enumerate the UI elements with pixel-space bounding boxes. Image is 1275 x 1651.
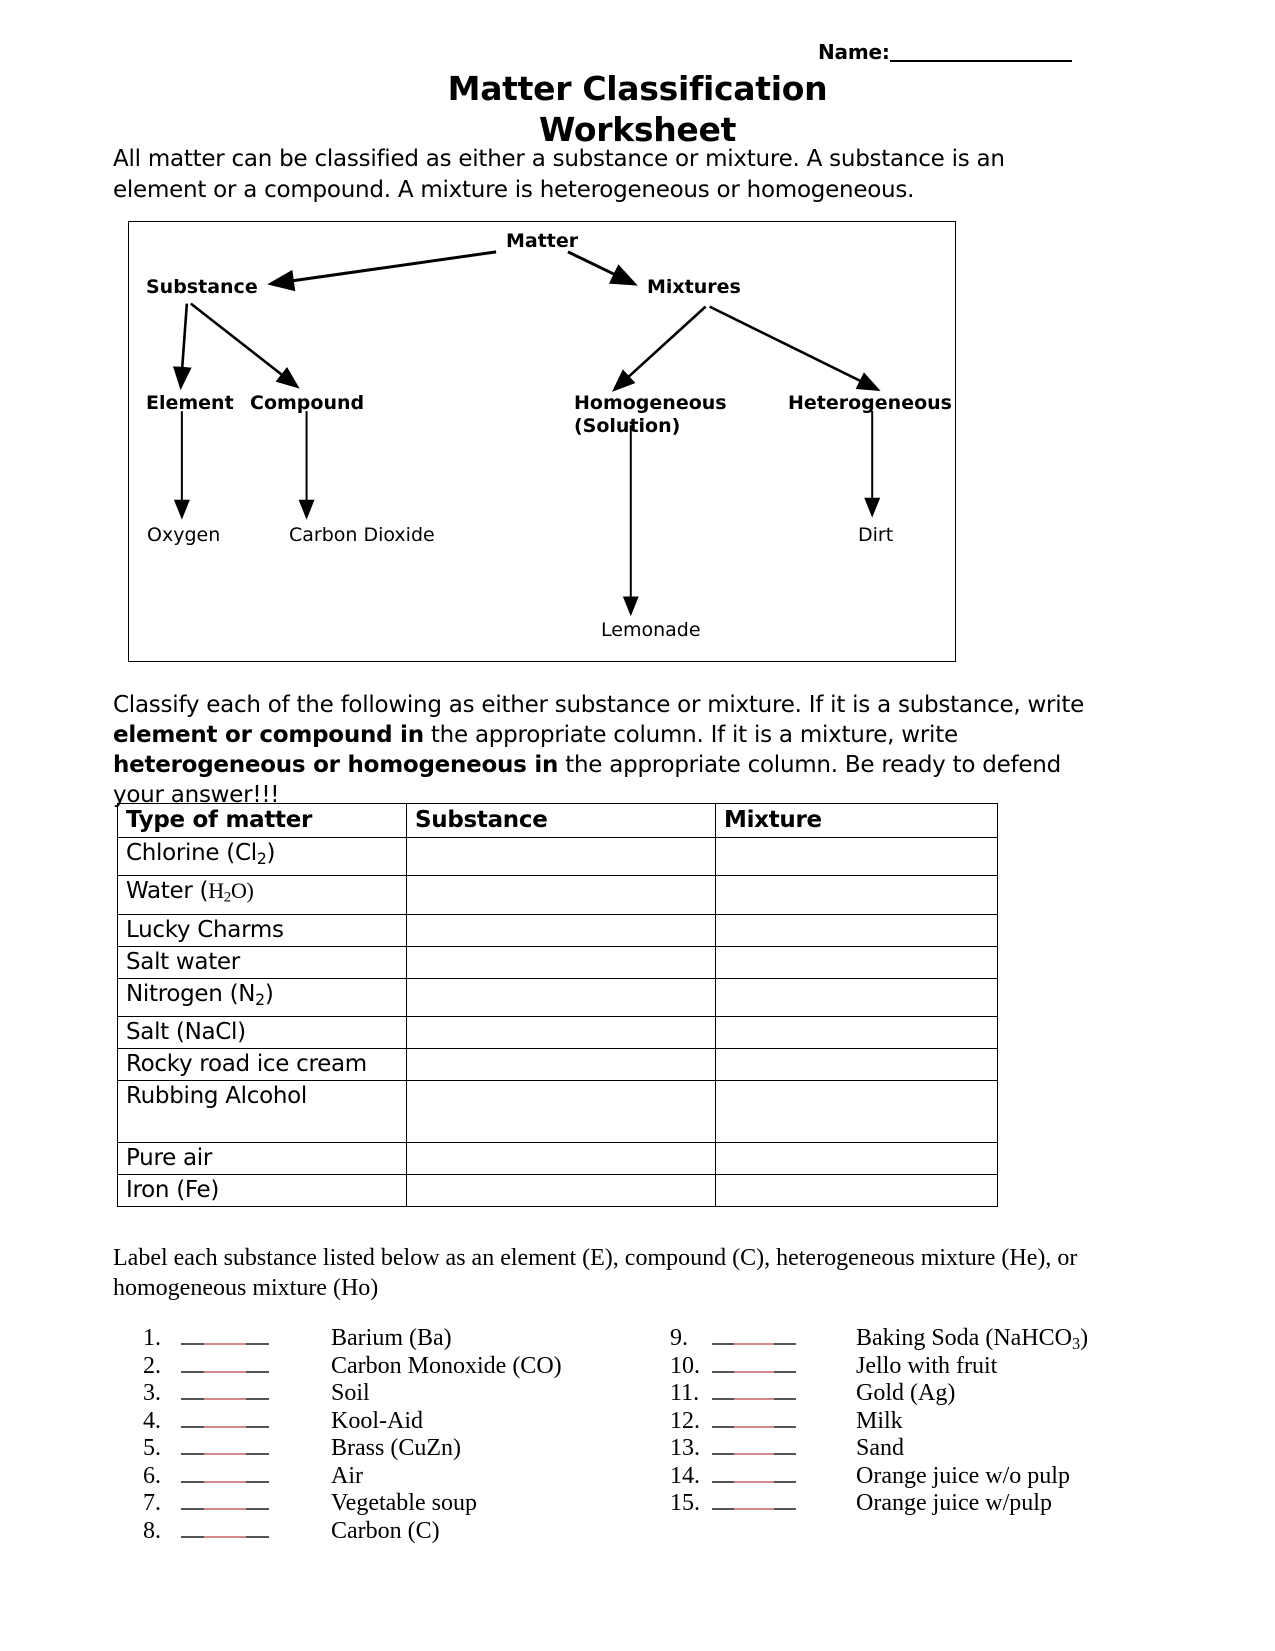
list-item-label: Brass (CuZn) <box>331 1435 461 1461</box>
table-header-row <box>118 804 998 838</box>
matter-label: Nitrogen (N <box>126 980 256 1007</box>
list-item <box>670 1460 1088 1488</box>
list-number: 8. <box>143 1517 161 1544</box>
cell-mixture-answer[interactable] <box>716 1080 998 1142</box>
diagram-node-homogeneous: Homogeneous <box>574 392 727 414</box>
title-line-1: Matter Classification <box>447 69 828 108</box>
title-line-2: Worksheet <box>538 110 737 149</box>
matter-tail: ) <box>266 840 276 866</box>
column-header-substance: Substance <box>407 804 716 838</box>
diagram-node-compound: Compound <box>250 392 365 414</box>
classify-bold-1: element or compound in <box>113 722 424 748</box>
table-row <box>118 1016 998 1048</box>
answer-blank[interactable] <box>181 1487 269 1510</box>
matter-classification-table <box>117 803 998 1207</box>
list-number: 7. <box>143 1490 161 1516</box>
list-item <box>143 1322 562 1350</box>
list-number: 15. <box>670 1490 700 1516</box>
list-item-label: Jello with fruit <box>856 1352 998 1379</box>
matter-label: Chlorine (Cl <box>126 840 257 866</box>
cell-substance-answer[interactable] <box>407 1080 716 1142</box>
matter-label: Water ( <box>126 877 209 904</box>
list-item <box>143 1377 562 1405</box>
answer-blank[interactable] <box>181 1432 269 1455</box>
list-item-label: Sand <box>856 1435 904 1461</box>
matter-tail: O) <box>230 877 254 903</box>
list-item <box>143 1405 562 1433</box>
answer-list-left <box>143 1322 562 1542</box>
diagram-leaf-carbon-dioxide: Carbon Dioxide <box>289 524 435 546</box>
cell-mixture-answer[interactable] <box>716 914 998 946</box>
list-number: 11. <box>670 1380 700 1406</box>
cell-mixture-answer[interactable] <box>716 1016 998 1048</box>
list-number: 13. <box>670 1435 700 1461</box>
matter-tail: ) <box>264 980 274 1007</box>
table-body <box>118 838 998 1207</box>
list-item-label: Barium (Ba) <box>331 1325 452 1351</box>
answer-blank[interactable] <box>181 1515 269 1538</box>
label-instructions: Label each substance listed below as an element (E), compound (C), heterogeneous mixture (He), or homogeneous mixture (Ho) <box>113 1245 1078 1301</box>
cell-mixture-answer[interactable] <box>716 1048 998 1080</box>
matter-subscript: 2 <box>223 889 231 906</box>
matter-formula: H <box>208 877 224 903</box>
diagram-node-heterogeneous: Heterogeneous <box>788 392 952 414</box>
table-row <box>118 914 998 946</box>
diagram-leaf-oxygen: Oxygen <box>147 524 221 546</box>
answer-blank[interactable] <box>712 1487 796 1510</box>
cell-type-of-matter <box>118 978 407 1016</box>
list-number: 3. <box>143 1380 161 1406</box>
name-label: Name: <box>818 40 890 64</box>
list-item <box>670 1405 1088 1433</box>
cell-substance-answer[interactable] <box>407 914 716 946</box>
list-item <box>143 1432 562 1460</box>
list-number: 4. <box>143 1407 161 1434</box>
cell-type-of-matter: Rubbing Alcohol <box>118 1080 407 1142</box>
cell-mixture-answer[interactable] <box>716 946 998 978</box>
table-row <box>118 946 998 978</box>
list-item-label: Carbon (C) <box>331 1517 440 1544</box>
classify-text-2: the appropriate column. If it is a mixture, write <box>423 722 958 748</box>
answer-blank[interactable] <box>181 1460 269 1483</box>
cell-type-of-matter <box>118 875 407 914</box>
answer-blank[interactable] <box>181 1322 269 1345</box>
list-item <box>143 1515 562 1543</box>
cell-substance-answer[interactable] <box>407 978 716 1016</box>
list-item-label: Milk <box>856 1407 903 1434</box>
list-item-text: Baking Soda (NaHCO <box>856 1325 1072 1351</box>
diagram-leaf-dirt: Dirt <box>858 524 894 546</box>
list-number: 9. <box>670 1325 688 1351</box>
list-item-label: Orange juice w/pulp <box>856 1490 1052 1516</box>
cell-mixture-answer[interactable] <box>716 1174 998 1206</box>
cell-type-of-matter: Rocky road ice cream <box>118 1048 407 1080</box>
list-item <box>670 1432 1088 1460</box>
diagram-node-element: Element <box>146 392 234 414</box>
cell-mixture-answer[interactable] <box>716 1142 998 1174</box>
answer-blank[interactable] <box>712 1377 796 1400</box>
list-item-tail: ) <box>1080 1325 1089 1351</box>
matter-subscript: 2 <box>255 989 265 1009</box>
table-row <box>118 1048 998 1080</box>
answer-list-right <box>670 1322 1088 1515</box>
list-item <box>670 1487 1088 1515</box>
cell-type-of-matter <box>118 838 407 876</box>
cell-type-of-matter: Pure air <box>118 1142 407 1174</box>
list-number: 6. <box>143 1462 161 1489</box>
list-item-label: Kool-Aid <box>331 1407 423 1434</box>
answer-blank[interactable] <box>712 1432 796 1455</box>
table-row <box>118 875 998 914</box>
list-item-label: Air <box>331 1462 363 1489</box>
list-number: 2. <box>143 1352 161 1379</box>
diagram-node-homogeneous-solution: (Solution) <box>574 415 681 437</box>
table-row <box>118 1142 998 1174</box>
intro-paragraph: All matter can be classified as either a substance or mixture. A substance is an element or a compound. A mixture is heterogeneous or homogeneous. <box>113 146 1005 203</box>
list-item-label: Gold (Ag) <box>856 1380 956 1406</box>
cell-mixture-answer[interactable] <box>716 838 998 876</box>
table-row <box>118 978 998 1016</box>
cell-substance-answer[interactable] <box>407 946 716 978</box>
list-item <box>143 1350 562 1378</box>
list-item <box>670 1322 1089 1354</box>
cell-substance-answer[interactable] <box>407 838 716 876</box>
list-item-label: Vegetable soup <box>331 1490 477 1516</box>
column-header-mixture: Mixture <box>716 804 998 838</box>
diagram-node-matter: Matter <box>506 230 579 252</box>
list-item-label: Soil <box>331 1380 370 1406</box>
cell-substance-answer[interactable] <box>407 1142 716 1174</box>
list-item <box>143 1487 562 1515</box>
classify-instructions <box>113 690 1098 810</box>
name-blank-line[interactable] <box>890 43 1072 62</box>
diagram-node-substance: Substance <box>146 276 258 298</box>
list-item-label: Orange juice w/o pulp <box>856 1462 1070 1489</box>
table-row <box>118 838 998 876</box>
cell-substance-answer[interactable] <box>407 875 716 914</box>
answer-blank[interactable] <box>712 1405 796 1428</box>
list-item <box>670 1377 1088 1405</box>
table-row <box>118 1174 998 1206</box>
cell-type-of-matter: Salt water <box>118 946 407 978</box>
list-number: 5. <box>143 1435 161 1461</box>
answer-blank[interactable] <box>181 1350 269 1373</box>
list-number: 1. <box>143 1325 161 1351</box>
cell-mixture-answer[interactable] <box>716 978 998 1016</box>
classify-text-1: Classify each of the following as either substance or mixture. If it is a substance, write <box>113 692 1085 718</box>
cell-type-of-matter: Lucky Charms <box>118 914 407 946</box>
classify-text-3: the appropriate column. Be ready to defend your answer!!! <box>113 752 1061 808</box>
answer-blank[interactable] <box>181 1377 269 1400</box>
cell-substance-answer[interactable] <box>407 1016 716 1048</box>
diagram-leaf-lemonade: Lemonade <box>601 619 701 641</box>
list-number: 14. <box>670 1462 700 1489</box>
cell-mixture-answer[interactable] <box>716 875 998 914</box>
list-item-subscript: 3 <box>1071 1334 1081 1354</box>
column-header-type-of-matter: Type of matter <box>118 804 407 838</box>
answer-blank[interactable] <box>181 1405 269 1428</box>
list-item <box>143 1460 562 1488</box>
matter-classification-diagram <box>128 221 956 662</box>
cell-substance-answer[interactable] <box>407 1048 716 1080</box>
diagram-node-mixtures: Mixtures <box>647 276 741 298</box>
cell-type-of-matter: Iron (Fe) <box>118 1174 407 1206</box>
name-field-row <box>818 42 1072 62</box>
cell-type-of-matter: Salt (NaCl) <box>118 1016 407 1048</box>
answer-blank[interactable] <box>712 1350 796 1373</box>
list-number: 10. <box>670 1352 700 1379</box>
page-title <box>0 68 1275 150</box>
cell-substance-answer[interactable] <box>407 1174 716 1206</box>
matter-subscript: 2 <box>256 848 267 868</box>
table-row <box>118 1080 998 1142</box>
classify-bold-2: heterogeneous or homogeneous in <box>113 752 559 778</box>
answer-blank[interactable] <box>712 1322 796 1345</box>
list-number: 12. <box>670 1407 700 1434</box>
list-item-label: Carbon Monoxide (CO) <box>331 1352 562 1379</box>
answer-blank[interactable] <box>712 1460 796 1483</box>
